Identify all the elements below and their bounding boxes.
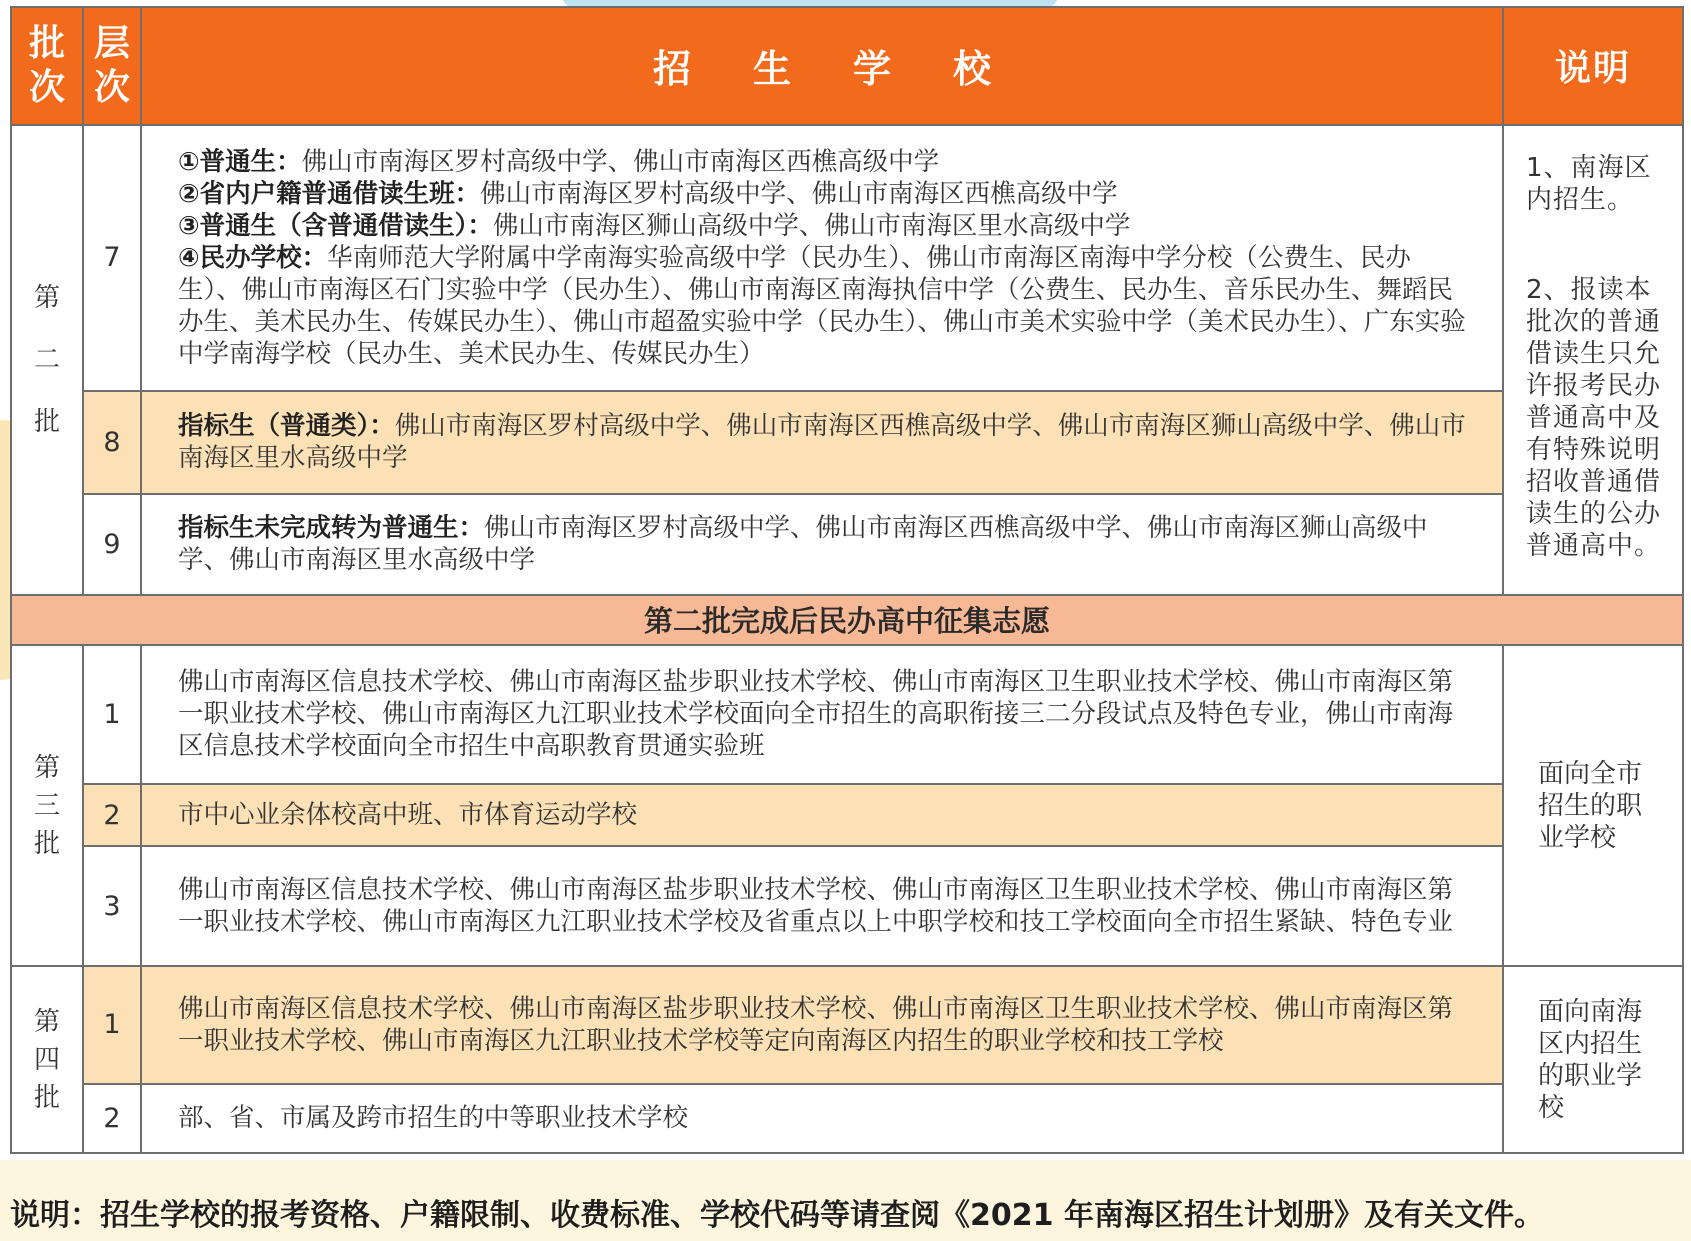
school-list: 佛山市南海区罗村高级中学、佛山市南海区西樵高级中学 [301,146,940,177]
table-header-row [11,7,1683,125]
school-list: 佛山市南海区罗村高级中学、佛山市南海区西樵高级中学、佛山市南海区狮山高级中学、佛山市南海区里水高级中学 [178,411,1466,474]
school-cell: 佛山市南海区信息技术学校、佛山市南海区盐步职业技术学校、佛山市南海区卫生职业技术学校、佛山市南海区第一职业技术学校、佛山市南海区九江职业技术学校及省重点以上中职学校和技工学校面向全市招生紧缺、特色专业 [141,846,1503,966]
level-cell: 1 [83,645,141,784]
level-cell: 2 [83,1084,141,1153]
school-cell: 市中心业余体校高中班、市体育运动学校 [141,784,1503,847]
table-row [11,966,1683,1084]
header-school-label: 招生学校 [652,47,1053,92]
school-cell: 佛山市南海区信息技术学校、佛山市南海区盐步职业技术学校、佛山市南海区卫生职业技术学校、佛山市南海区第一职业技术学校、佛山市南海区九江职业技术学校面向全市招生的高职衔接三二分段试点及特色专业，佛山市南海区信息技术学校面向全市招生中高职教育贯通实验班 [141,645,1503,784]
table-row [11,125,1683,391]
level-cell: 3 [83,846,141,966]
school-cell: 佛山市南海区信息技术学校、佛山市南海区盐步职业技术学校、佛山市南海区卫生职业技术学校、佛山市南海区第一职业技术学校、佛山市南海区九江职业技术学校等定向南海区内招生的职业学校和技工学校 [141,966,1503,1084]
batch-2-label: 第 二 批 [11,125,83,595]
table-row [11,1084,1683,1153]
table-row [11,645,1683,784]
batch-4-note: 面向南海区内招生的职业学校 [1503,966,1683,1153]
band-label: 第二批完成后民办高中征集志愿 [11,595,1683,645]
table-row [11,784,1683,847]
school-category-lead: ③普通生（含普通借读生）： [178,210,493,241]
school-list: 佛山市南海区罗村高级中学、佛山市南海区西樵高级中学 [480,178,1118,209]
batch-3-label: 第 三 批 [11,645,83,966]
school-cell: 部、省、市属及跨市招生的中等职业技术学校 [141,1084,1503,1153]
table-row [11,846,1683,966]
table-row [11,494,1683,595]
school-cell [141,391,1503,494]
school-category-lead: ①普通生： [178,146,302,177]
school-list: 佛山市南海区狮山高级中学、佛山市南海区里水高级中学 [492,210,1131,241]
level-cell: 2 [83,784,141,847]
school-category-lead: 指标生未完成转为普通生： [178,513,485,544]
header-level-label: 层 次 [93,22,130,108]
header-note-label: 说明 [1554,48,1631,90]
header-note [1503,7,1683,125]
batch-2-note [1503,125,1683,595]
batch-3-note: 面向全市招生的职业学校 [1503,645,1683,966]
school-category-lead: ④民办学校： [178,242,328,273]
level-cell: 1 [83,966,141,1084]
header-school [141,7,1503,125]
table-band-row [11,595,1683,645]
level-cell: 9 [83,494,141,595]
level-cell: 7 [83,125,141,391]
level-cell: 8 [83,391,141,494]
school-list: 华南师范大学附属中学南海实验高级中学（民办生）、佛山市南海区南海中学分校（公费生、民办生）、佛山市南海区石门实验中学（民办生）、佛山市南海区南海执信中学（公费生、民办生、音乐民办生、舞蹈民办生、美术民办生、传媒民办生）、佛山市超盈实验中学（民办生）、佛山市美术实验中学（美术民办生）、广东实验中学南海学校（民办生、美术民办生、传媒民办生） [178,242,1466,369]
enrollment-table [10,6,1684,1154]
school-category-lead: 指标生（普通类）： [178,411,395,442]
footer-note: 说明：招生学校的报考资格、户籍限制、收费标准、学校代码等请查阅《2021 年南海区招生计划册》及有关文件。 [10,1198,1544,1233]
school-category-lead: ②省内户籍普通借读生班： [178,178,481,209]
header-batch [11,7,83,125]
table-row [11,391,1683,494]
school-cell [141,494,1503,595]
school-list: 佛山市南海区罗村高级中学、佛山市南海区西樵高级中学、佛山市南海区狮山高级中学、佛山市南海区里水高级中学 [178,513,1428,576]
header-batch-label: 批 次 [28,22,65,108]
batch-2-note-1: 1、南海区内招生。 [1526,152,1652,215]
header-level [83,7,141,125]
batch-4-label: 第 四 批 [11,966,83,1153]
batch-2-note-2: 2、报读本批次的普通借读生只允许报考民办普通高中及有特殊说明招收普通借读生的公办普通高中。 [1526,274,1662,561]
school-cell [141,125,1503,391]
